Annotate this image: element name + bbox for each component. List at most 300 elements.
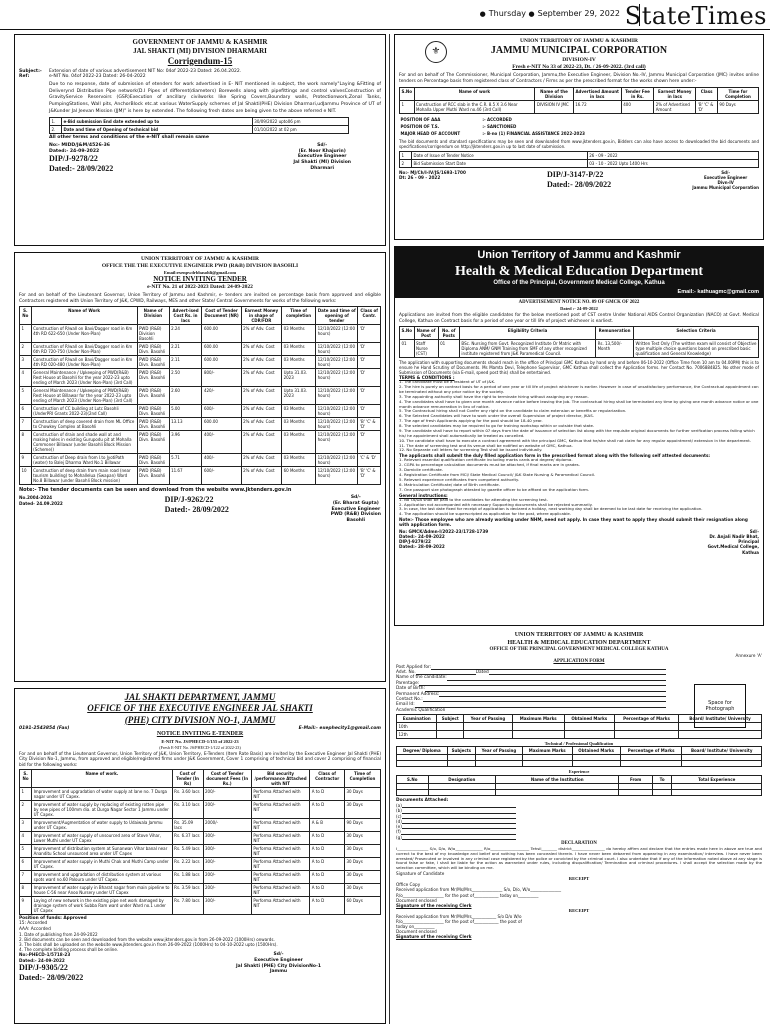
table-cell: 400/- bbox=[202, 454, 241, 467]
table-header-cell: Time of Completion bbox=[344, 769, 380, 787]
table-header-cell: Subjects bbox=[447, 747, 475, 755]
table-header-cell: S. No bbox=[20, 307, 32, 325]
table-cell: Rs. 2.22 lacs bbox=[172, 857, 203, 870]
table-header-cell: Earnest Money in lacs bbox=[654, 88, 696, 101]
table-header-cell: Obtained Marks bbox=[564, 714, 614, 722]
table-cell bbox=[512, 722, 564, 730]
table-cell: 11.67 bbox=[169, 467, 202, 485]
ad1-ref: Ref: e-NIT No. 04of 2022-23 Dated: 26-04-2022 bbox=[19, 74, 146, 80]
table-cell: 'D' bbox=[358, 343, 381, 356]
ad4-position-table: POSITION OF AAA :- ACCORDED POSITION OF T.S. :- SANCTIONED MAJOR HEAD OF ACCOUNT :- B-no (1) FINANCIAL ASSISTANCE 2022-2023 bbox=[400, 117, 585, 137]
table-cell: A to D bbox=[310, 787, 345, 800]
table-cell: 7 bbox=[20, 870, 32, 883]
table-row bbox=[20, 883, 381, 896]
table-cell: 8 bbox=[20, 431, 32, 454]
table-header-cell: Date and time of opening of tender bbox=[316, 307, 358, 325]
right-column bbox=[394, 34, 764, 1024]
table-cell bbox=[614, 722, 678, 730]
table-row bbox=[20, 454, 381, 467]
field-contact: Contact No.: bbox=[396, 696, 423, 702]
table-cell: DIVISION IV JMC bbox=[535, 101, 573, 114]
table-cell: 600/- bbox=[202, 405, 241, 418]
table-cell: 400 bbox=[621, 101, 653, 114]
table-cell: 1 bbox=[20, 787, 32, 800]
table-cell bbox=[464, 730, 513, 738]
table-header-cell: S.No bbox=[397, 775, 429, 783]
table-cell: 2 bbox=[20, 343, 32, 356]
table-header-cell: Selection Criteria bbox=[634, 326, 759, 339]
list-item: 7. The age of fresh Applicants applying for the post should be 18-40 year. bbox=[399, 418, 543, 424]
table-cell: 2% of Adv. Cost bbox=[241, 418, 281, 431]
ad2-title: NOTICE INVITING TENDER bbox=[153, 275, 247, 284]
ad3-phone: 0191-2543854 (Fax) bbox=[19, 725, 70, 731]
doc-label: (f) bbox=[396, 829, 401, 835]
table-row bbox=[20, 787, 381, 800]
table-cell: 03 Months bbox=[282, 454, 316, 467]
table-row bbox=[20, 844, 381, 857]
field-advt-no: Advt. No. bbox=[396, 670, 416, 676]
table-header-cell: Name of Post bbox=[414, 326, 438, 339]
table-cell: Upto 31.03. 2023 bbox=[282, 369, 316, 387]
table-cell: Construction of deep covered drain from ML Office to Chowkey Complex at Basohli bbox=[31, 418, 137, 431]
table-header-cell: Time of completion bbox=[282, 307, 316, 325]
table-cell: 60 Months bbox=[282, 467, 316, 485]
table-cell: 2% of Adv. Cost bbox=[241, 343, 281, 356]
table-cell: General Maintenance / Upkeeping of PWD(R&B) Rest House at Basohli for the year 2022-23 upto ending of March 2023 (Under Non-Plan) (3rd Call) bbox=[31, 369, 137, 387]
table-cell: 12/10/2022 (12:00 hours) bbox=[316, 454, 358, 467]
table-cell bbox=[679, 730, 762, 738]
table-cell: Rs. 3.59 lacs bbox=[172, 883, 203, 896]
table-cell: 300/- bbox=[203, 844, 251, 857]
table-cell: Upto 31.03. 2023 bbox=[282, 387, 316, 405]
list-item: 4. The candidates shall have to given one month advance notice before leaving the Job. The contractual hiring shall be terminated any time by giving one month advance notice or one month advance remuneration in lieu of notice. bbox=[399, 398, 759, 409]
ad6-docs-list bbox=[396, 803, 516, 840]
table-cell: Performa Attached with NIT bbox=[251, 883, 309, 896]
table-cell: 30 Days bbox=[344, 787, 380, 800]
list-item: 1. The candidate must be a resident of UT of J&K. bbox=[399, 379, 496, 385]
field-advt-dated: Dated bbox=[475, 670, 489, 676]
ad5-note: Note:- Those employee who are already working under NHM, need not apply. In case they want to apply they should submit their resignation along with application form. bbox=[399, 517, 748, 528]
table-cell: 12/10/2022 (12:00 hours) bbox=[316, 343, 358, 356]
table-cell: 12th bbox=[397, 730, 437, 738]
ad-nit-pwd-basohli bbox=[14, 252, 386, 682]
ad6-fields bbox=[396, 665, 666, 713]
list-item: 9. The candidate shall have to report within 07 days from the date of issuance of selection list along with the requisite original documents for further verification process failing which his/ he appointment shall automatically be treated as cancelled. bbox=[399, 427, 755, 438]
ad1-dates-table: 1. e-Bid submission End date extended up to 30/09/2022 upto06 pm 2. Date and time of Opening of technical bid 01/10/2022 at 02 pm bbox=[49, 117, 349, 134]
ad-nit-jmc bbox=[394, 34, 764, 240]
list-item: 7. One passport size photograph attested by gazette officer to be affixed on the application form. bbox=[399, 486, 590, 492]
ad6-declaration-title: DECLARATION bbox=[561, 840, 597, 846]
table-cell: 200/- bbox=[203, 800, 251, 818]
table-row bbox=[20, 356, 381, 369]
table-cell: Rs. 1.88 lacs bbox=[172, 870, 203, 883]
table-cell: A to D bbox=[310, 883, 345, 896]
table-cell: 2% of Adv. Cost bbox=[241, 431, 281, 454]
table-header-cell: Cost of Tender document Fees (In Rs.) bbox=[203, 769, 251, 787]
table-cell: Improvement of distribution system at Sunanwan Vihar banal near Ananditu School unsourced area under UT Capex bbox=[32, 844, 173, 857]
table-cell: 2.60 bbox=[169, 387, 202, 405]
table-cell: 1 bbox=[400, 101, 415, 114]
table-header-cell: Name of the Division bbox=[535, 88, 573, 101]
field-dob: Date of Birth: bbox=[396, 686, 425, 692]
table-header-cell: To bbox=[652, 775, 671, 783]
table-row bbox=[20, 818, 381, 831]
list-item: 4. Registration Certificate from MCI/ State Medical Council/ J&K State Nursing & Paramedical Council. bbox=[399, 472, 596, 478]
table-cell: 4 bbox=[20, 831, 32, 844]
emblem-icon: ⚜ bbox=[425, 41, 447, 63]
table-header-cell: Maximum Marks bbox=[512, 714, 564, 722]
ad6-exp-title: Experience bbox=[568, 769, 590, 775]
list-item: 12. No Separate call letters for screening Test shall be issued individually. bbox=[399, 447, 543, 453]
field-address: Permanent Address: bbox=[396, 691, 440, 697]
field-post-applied: Post Applied for: bbox=[396, 664, 432, 670]
ad4-nit-no: Fresh e-NIT No 33 of 2022-23, Dt. / 26-09-2022. (3rd call) bbox=[512, 64, 646, 71]
table-header-cell: Remuneration bbox=[596, 326, 634, 339]
table-cell: 30 Days bbox=[344, 831, 380, 844]
list-item: 3. Domicile certificate. bbox=[399, 467, 443, 473]
table-cell: 2% of Adv. Cost bbox=[241, 467, 281, 485]
table-cell: 2.11 bbox=[169, 356, 202, 369]
list-item: 5. The Contractual hiring shall not Confer any right on the candidate to claim extension or benefits or regularization. bbox=[399, 408, 627, 414]
table-cell: Improvement and upgradation of distribution system at various spots ward no.60 Paloura under UT Capex. bbox=[32, 870, 173, 883]
table-cell: 600.00 bbox=[202, 418, 241, 431]
ad6-docs-title: Documents Attached: bbox=[396, 797, 449, 803]
ad-corrigendum-dharmari bbox=[14, 34, 386, 246]
ad-etender-jal-shakti-city bbox=[14, 688, 386, 1024]
table-cell bbox=[437, 730, 464, 738]
table-cell: 2.50 bbox=[169, 369, 202, 387]
table-cell: 420/- bbox=[202, 387, 241, 405]
table-row bbox=[20, 343, 381, 356]
table-cell: 30 Days bbox=[344, 857, 380, 870]
list-item: 2. Application not accompanied with necessary Supporting documents shall be rejected summarily. bbox=[399, 501, 593, 507]
ad3-position-funds: Position of funds: Approved 15: Accorded AAA: Accorded bbox=[19, 915, 87, 932]
table-header-cell: Class of Contr. bbox=[358, 307, 381, 325]
ad4-works-table bbox=[399, 87, 759, 114]
table-cell: 2% of Adv. Cost bbox=[241, 405, 281, 418]
field-academic-label: Academic Qualification bbox=[396, 707, 446, 713]
ad6-receipt-title: RECEIPT bbox=[568, 876, 590, 882]
table-cell: 03 Months bbox=[282, 325, 316, 343]
column-divider bbox=[389, 34, 390, 1024]
left-column bbox=[14, 34, 386, 1024]
ad5-gen bbox=[399, 498, 759, 518]
table-cell: PWD (R&B) Divn. Basohli bbox=[137, 405, 169, 418]
ad5-banner-ut: Union Territory of Jammu and Kashmir bbox=[395, 247, 763, 263]
ad1-body: Due to no response, date of submission of etenders for work advertised in E- NIT mentioned in subject, the work namely"Laying &Fitting of Deliverynd Distribution Pipe network(D.I Pipes of different(diameters) Borewells along with pipefittings and control valvesConstruction of GravityService Reservoirs (GSR)Execution of ancillary civilworks like Spring Covers,Boundary walls, Protectionwork,Zonal Tanks, PumpingStations, Wall pits, AnchorBlock etc.at various WaterSupply schemes of Jal Shakti(PHE) Division Dharmari,udJammu Province of UT of J&Kunder Jal Jeevan Mission (JJM)" is here by extended. The following fresh dates are being given to the above referred e NIT. bbox=[49, 82, 381, 114]
issue-date: ● Thursday ● September 29, 2022 bbox=[479, 9, 620, 18]
ad5-docs bbox=[399, 458, 759, 492]
doc-label: (d) bbox=[396, 818, 402, 824]
table-cell bbox=[614, 730, 678, 738]
doc-label: (g) bbox=[396, 834, 402, 840]
table-cell: 30 Days bbox=[344, 844, 380, 857]
ad5-docs-title: The applicants shall submit the duly filled application form in the prescribed format along with the following self attested documents: bbox=[399, 453, 711, 459]
table-cell: Rs. 6.37 lacs bbox=[172, 831, 203, 844]
table-cell bbox=[564, 730, 614, 738]
table-cell: 13.13 bbox=[169, 418, 202, 431]
table-cell: 'D' bbox=[358, 431, 381, 454]
ad6-clerk-signature2: Signature of the receiving Clerk bbox=[396, 934, 472, 940]
table-cell: Written Test Only (The written exam will consist of Objective type multiple choice questions based on prescribed basic qualification and General Knowledge) bbox=[634, 339, 759, 357]
table-cell: Rs. 35.09 lacs bbox=[172, 818, 203, 831]
ad5-terms bbox=[399, 380, 759, 453]
table-cell: 'D' bbox=[358, 387, 381, 405]
table-row bbox=[20, 418, 381, 431]
ad6-dept: HEALTH & MEDICAL EDUCATION DEPARTMENT bbox=[507, 639, 651, 646]
table-cell: 2 bbox=[20, 800, 32, 818]
table-cell: 200/- bbox=[203, 870, 251, 883]
ad6-heading: UNION TERRITORY OF JAMMU & KASHMIR bbox=[514, 632, 644, 638]
table-row bbox=[20, 467, 381, 485]
table-cell bbox=[464, 722, 513, 730]
ad3-nit-no: E-NIT No. JS/PHECD-1/155 of 2022-23 bbox=[161, 738, 239, 744]
table-cell: PWD (R&B) Divn. Basohli bbox=[137, 343, 169, 356]
ad3-heading: JAL SHAKTI DEPARTMENT, JAMMU bbox=[124, 692, 276, 702]
table-header-cell: Examination bbox=[397, 714, 437, 722]
table-cell: PWD (R&B) Divn. Basohli bbox=[137, 418, 169, 431]
ad5-dated: Dated :- 24-09-2022 bbox=[560, 305, 598, 311]
table-row bbox=[20, 325, 381, 343]
table-cell: 2% of Adv. Cost bbox=[241, 325, 281, 343]
table-cell: Performa Attached with NIT bbox=[251, 787, 309, 800]
table-cell: 03 Months bbox=[282, 431, 316, 454]
ad2-note: Note:- The tender documents can be seen and download from the website www.jktenders.gov.in bbox=[19, 487, 292, 493]
table-cell: 90 Days bbox=[717, 101, 758, 114]
ad6-office: OFFICE OF THE PRINCIPAL GOVERNMENT MEDICAL COLLEGE KATHUA bbox=[489, 647, 669, 652]
ad6-declaration: I________________ S/o, D/o, W/o______________ R/o____________________ Tehsil________ district_________________ do hereby affirm and declare that the entries made here in above are true and correct to the best of my knowledge and belief and nothing has been concealed therein. I have never been debarred from appearing in any examination/ interview. I have never been arrested/ Prosecuted or involved in any criminal case registered by the police or convicted by the criminal court. I also undertake that if any of the information noted above at any stage is found false or fake, I shall be liable for the action as warranted under rules, including disqualification/ Termination and criminal procedures. I shall accept the selection made by the selection committee, which will be binding on me. bbox=[396, 845, 762, 871]
table-header-cell: Class bbox=[696, 88, 718, 101]
table-header-cell: Maximum Marks bbox=[522, 747, 572, 755]
table-cell: 16.72 bbox=[573, 101, 621, 114]
table-header-cell: Degree/ Diploma bbox=[397, 747, 448, 755]
table-header-cell: Bid security /performance Attached with NIT bbox=[251, 769, 309, 787]
table-cell: 12/10/2022 (12:00 hours) bbox=[316, 431, 358, 454]
ad4-org: JAMMU MUNICIPAL CORPORATION bbox=[490, 44, 668, 56]
table-cell: PWD (R&B) Divn. Basohli bbox=[137, 431, 169, 454]
table-cell: A & B bbox=[310, 818, 345, 831]
table-cell: Performa Attached with NIT bbox=[251, 844, 309, 857]
list-item: 4. The application should be superscripted as application for the post, where applicable. bbox=[399, 511, 572, 517]
table-cell: A to D bbox=[310, 870, 345, 883]
table-header-cell: Advert-ised Cost Rs. in lacs bbox=[169, 307, 202, 325]
table-cell: 'B' 'C' & 'D' bbox=[696, 101, 718, 114]
table-cell: Improvement and upgradation of water supply at lane no. 7 Durga nagar under UT Capex. bbox=[32, 787, 173, 800]
list-item: 3. In case, the last date fixed for receipt of application is declared a holiday, next working day shall be deemed to be last date for receiving the application. bbox=[399, 506, 703, 512]
table-cell: Improvement of water supply in Bharat nagar from main pipeline to house C-56 near Anoo Nursery under UT Capex bbox=[32, 883, 173, 896]
field-parentage: Parentage: bbox=[396, 680, 420, 686]
table-header-cell: Percentage of Marks bbox=[614, 714, 678, 722]
ad6-candidate-signature: Signature of Candidate bbox=[396, 871, 445, 877]
table-cell: 12/10/2022 (12:00 hours) bbox=[316, 467, 358, 485]
table-cell: Performa Attached with NIT bbox=[251, 818, 309, 831]
ad3-works-table bbox=[19, 769, 381, 915]
table-cell: 90 Days bbox=[344, 818, 380, 831]
table-cell: 800/- bbox=[202, 369, 241, 387]
table-cell: Rs. 5.49 lacs bbox=[172, 844, 203, 857]
table-cell: 5 bbox=[20, 387, 32, 405]
table-row bbox=[20, 431, 381, 454]
ad4-dip-block: DIP/J-3147-P/22 Dated:- 28/09/2022 bbox=[546, 170, 612, 190]
table-cell: Rs. 13,500/- Month bbox=[596, 339, 634, 357]
table-cell: 6 bbox=[20, 857, 32, 870]
table-header-cell: Name of work. bbox=[32, 769, 173, 787]
table-cell: Improvement of water supply of unsourced area of Stove Vihar, Lower Muthi under UT Capex bbox=[32, 831, 173, 844]
table-row bbox=[20, 831, 381, 844]
table-cell: 400/- bbox=[202, 431, 241, 454]
ad3-office: OFFICE OF THE EXECUTIVE ENGINEER JAL SHAKTI bbox=[87, 703, 313, 714]
field-candidate-name: Name of the candidate: bbox=[396, 675, 447, 681]
table-row bbox=[20, 387, 381, 405]
table-header-cell: Total Experience bbox=[672, 775, 762, 783]
table-cell: 01 bbox=[400, 339, 415, 357]
table-cell: Improvement/Augmentation of water supply to Udaiwala Jammu under UT Capex. bbox=[32, 818, 173, 831]
ad6-enclosed: Document enclosed bbox=[396, 897, 437, 903]
ad1-heading: GOVERNMENT OF JAMMU & KASHMIR bbox=[132, 38, 268, 46]
table-cell: 30 Days bbox=[344, 800, 380, 818]
table-cell: 'C' & 'D' bbox=[358, 454, 381, 467]
table-cell: Construction of drain and shade wall at and making holes in existing Gurupodu pit at Mohalla Commoner Billawar (under Basohli Block Mission (Scheme)) bbox=[31, 431, 137, 454]
table-cell: 5 bbox=[20, 844, 32, 857]
table-cell bbox=[564, 722, 614, 730]
table-cell: 1 bbox=[20, 325, 32, 343]
ad3-fresh-nit: (Fresh E-NIT No. JS/PHECD-1/122 of 2022-23) bbox=[159, 744, 241, 750]
table-cell: Construction of R/wall on Bavi/Dagger road in Km 6th RD 720-750 (Under Non-Plan) bbox=[31, 343, 137, 356]
table-cell: Performa Attached with NIT bbox=[251, 896, 309, 914]
table-cell: Rs. 3.60 lacs bbox=[172, 787, 203, 800]
table-cell: Rs. 7.80 lacs bbox=[172, 896, 203, 914]
ad-gmc-kathua-notice bbox=[394, 246, 764, 626]
ad5-intro: Applications are invited from the eligible candidates for the below mentioned post of CST centre Under National AIDS Control Organization (NACO) at Govt. Medical College, Kathua on Contract basis for a period of one year or till life of project whichever is earliest. bbox=[399, 313, 759, 324]
table-cell: 30 Days bbox=[344, 870, 380, 883]
table-row bbox=[397, 730, 762, 738]
ad3-email: E-Mail:- exephecity1@gmail.com bbox=[298, 725, 381, 731]
table-header-cell: Name of Work bbox=[31, 307, 137, 325]
ad5-banner-dept: Health & Medical Education Department bbox=[395, 263, 763, 281]
table-cell: Performa Attached with NIT bbox=[251, 800, 309, 818]
table-header-cell: Tender Fee in Rs. bbox=[621, 88, 653, 101]
ad1-ref-block: No:- MIDD/J&M/4526-36 Dated:- 24-09-2022 DIP/J-9278/22 Dated:- 28/09/2022 bbox=[49, 143, 114, 174]
table-header-cell: Cost of Tender Document (NR) bbox=[202, 307, 241, 325]
table-cell: A to D bbox=[310, 800, 345, 818]
table-cell: 300/- bbox=[203, 896, 251, 914]
table-row bbox=[20, 405, 381, 418]
ad3-division: (PHE) CITY DIVISION NO-1, JAMMU bbox=[124, 714, 276, 725]
table-cell: General Maintenance / Upkeeping of PWD(R&B) Rest House at Billawar for the year 2022-23 upto ending of March 2023 (Under Non-Plan) (3rd Call) bbox=[31, 387, 137, 405]
table-cell: 2% of Adv. Cost bbox=[241, 356, 281, 369]
list-item: 6. Matriculation Certificate/ date of Birth certificate. bbox=[399, 481, 500, 487]
table-cell: 200/- bbox=[203, 787, 251, 800]
ad6-clerk-signature: Signature of the receiving Clerk bbox=[396, 902, 472, 908]
doc-label: (c) bbox=[396, 813, 402, 819]
table-cell: Construction of deep drain from main road (near tourism building) to Mohallelua (Swapan) Ward No.8 Billawar (under Basohli Block mission) bbox=[31, 467, 137, 485]
ad4-dates-table: 1 Date of Issue of Tender Notice 26 - 09 - 2022 2 Bid Submission Start Date 03 - 10 - 2022 Upto 1400 Hrs bbox=[399, 151, 759, 168]
table-cell: PWD (R&B) Divn. Basohli bbox=[137, 387, 169, 405]
field-email: Email Id: bbox=[396, 702, 415, 708]
table-cell: 30 Days bbox=[344, 883, 380, 896]
table-cell: Rs. 3.10 lacs bbox=[172, 800, 203, 818]
table-cell: 600.00 bbox=[202, 356, 241, 369]
doc-line bbox=[396, 835, 516, 840]
ad4-note: The bid documents and standard specifications may be seen and downloaded from www.jktenders.gov.in, Bidders can also have access to downloaded the bid documents and specifications/corrigendum on http://jktenders.gov.in up to last date of submission. bbox=[399, 139, 759, 150]
table-cell: 60 Days bbox=[344, 896, 380, 914]
ad4-division: DIVISION-IV bbox=[562, 57, 596, 64]
table-cell: 2000/- bbox=[203, 818, 251, 831]
table-cell: A to D bbox=[310, 831, 345, 844]
ad1-signature: Sd/- (Er. Noor Khajurin) Executive Engineer Jal Shakti (MI) Division Dharmari bbox=[293, 143, 351, 171]
ad1-subject: Subject:- Extension of date of various advertisement NIT No: 04of 2022-23 Dated: 26.04.2022. bbox=[19, 68, 242, 74]
table-cell: 10th bbox=[397, 722, 437, 730]
ad2-dip-block: DIP/J-9262/22 Dated:- 28/09/2022 bbox=[164, 495, 229, 515]
table-cell: Staff Nurse (CST) bbox=[414, 339, 438, 357]
table-cell: Construction of RCC slab in the C.R. 8.5 X 3.6 Near Mohalla Upper Muthi Ward no.46 (3rd Call) bbox=[414, 101, 535, 114]
table-cell: 12/10/2022 (12:00 hours) bbox=[316, 418, 358, 431]
ad6-enclosed2: Document enclosed bbox=[396, 929, 437, 935]
table-header-cell: Obtained Marks bbox=[572, 747, 620, 755]
table-header-cell: Advertised Amount in lacs bbox=[573, 88, 621, 101]
newspaper-masthead bbox=[0, 0, 770, 30]
ad5-terms-title: TERMS & CONDITIONS : bbox=[399, 374, 455, 380]
list-item: 1. Relevant essential qualification certificate including marks cards and degree/ diploma. bbox=[399, 457, 573, 463]
table-cell: 2.24 bbox=[169, 325, 202, 343]
table-cell: 03 Months bbox=[282, 418, 316, 431]
table-row bbox=[20, 857, 381, 870]
list-item: 5. Relevant experience certificates from competent authority. bbox=[399, 476, 519, 482]
table-cell: 6 bbox=[20, 405, 32, 418]
table-cell: 9 bbox=[20, 896, 32, 914]
table-header-cell: Percentage of Marks bbox=[620, 747, 682, 755]
table-header-cell: Year of Passing bbox=[476, 747, 523, 755]
ad4-signature: Sd/- Executive Engineer Divn-IV Jammu Municipal Corporation bbox=[692, 170, 759, 191]
ad6-annexure: Annexure 'A' bbox=[735, 653, 762, 659]
table-header-cell: Name of the Institution bbox=[496, 775, 619, 783]
table-cell bbox=[437, 722, 464, 730]
table-cell: A to D bbox=[310, 844, 345, 857]
list-item: 10. The candidate shall have to execute a contract agreement with the principal GMC, Kathua that he/she shall not claim for any regular appointment/ extension in the department. bbox=[399, 437, 752, 443]
table-cell: 600.00 bbox=[202, 325, 241, 343]
table-cell: 10 bbox=[20, 467, 32, 485]
table-cell: 5.71 bbox=[169, 454, 202, 467]
ad2-intro: For and on behalf of the Lieutenant Governor, Union Territory of Jammu and Kashmir, e- tenders are invited on percentage basis from approved and eligible Contractors registered with Union Territory of J&K, CPWD, Railways, MES and other State/ Central Governments for works of the following works: bbox=[19, 293, 381, 304]
table-cell: Improvement of water supply by replacing of existing rotten pipe by new pipes of 100mm dia. at Durga Nagar Sector 1 Jammu under UT Capex. bbox=[32, 800, 173, 818]
table-row bbox=[20, 896, 381, 914]
table-cell: PWD (R&B) Divn. Basohli bbox=[137, 467, 169, 485]
table-cell: Performa Attached with NIT bbox=[251, 870, 309, 883]
table-cell: Construction of R/wall on Bavi/Dagger road in Km 4th RD 622-650 (Under Non-Plan) bbox=[31, 325, 137, 343]
table-header-cell: From bbox=[619, 775, 652, 783]
table-row bbox=[20, 870, 381, 883]
ad3-ref-block: No:-PHECD-1/5718-23 Dated:- 24-09-2022 DIP/J-9305/22 Dated:- 28/09/2022 bbox=[19, 952, 84, 982]
ad5-banner-office: Office of the Principal, Government Medical College, Kathua bbox=[395, 280, 763, 289]
table-cell: 2% of Advertised Amount bbox=[654, 101, 696, 114]
photo-box: Space for Photograph bbox=[694, 684, 746, 728]
ad5-notice-no: ADVERTISEMENT NOTICE NO. 09 OF GMCK OF 2022 bbox=[518, 299, 640, 305]
table-header-cell: Year of Passing bbox=[464, 714, 513, 722]
table-header-cell: S.No bbox=[400, 88, 415, 101]
ad4-heading: UNION TERRITORY OF JAMMU & KASHMIR bbox=[520, 38, 638, 44]
list-item: 1. No TA/DA shall be paid to the candidates for attending the screening test. bbox=[399, 496, 548, 502]
table-cell: BSc. Nursing from Govt. Recognized Institute Or Matric with Diploma ANM/ GNM Training from SMF of any other recognized institute registered from J&K Paramedical Council. bbox=[459, 339, 595, 357]
table-cell: 03 Months bbox=[282, 405, 316, 418]
table-cell: Performa Attached with NIT bbox=[251, 857, 309, 870]
table-cell: 12/10/2022 (12:00 hours) bbox=[316, 369, 358, 387]
ad6-receipt2-title: RECEIPT bbox=[568, 907, 590, 913]
table-row bbox=[20, 369, 381, 387]
ad2-ref-block: No.2004-2024 Dated- 24.09.2022 bbox=[19, 495, 63, 506]
ad5-gen-title: General instructions: bbox=[399, 492, 448, 498]
table-cell: 03 Months bbox=[282, 356, 316, 369]
ad2-signature: Sd/- (Er. Bharat Gupta) Executive Engineer PWD (R&B) Division Basohli bbox=[330, 495, 381, 523]
